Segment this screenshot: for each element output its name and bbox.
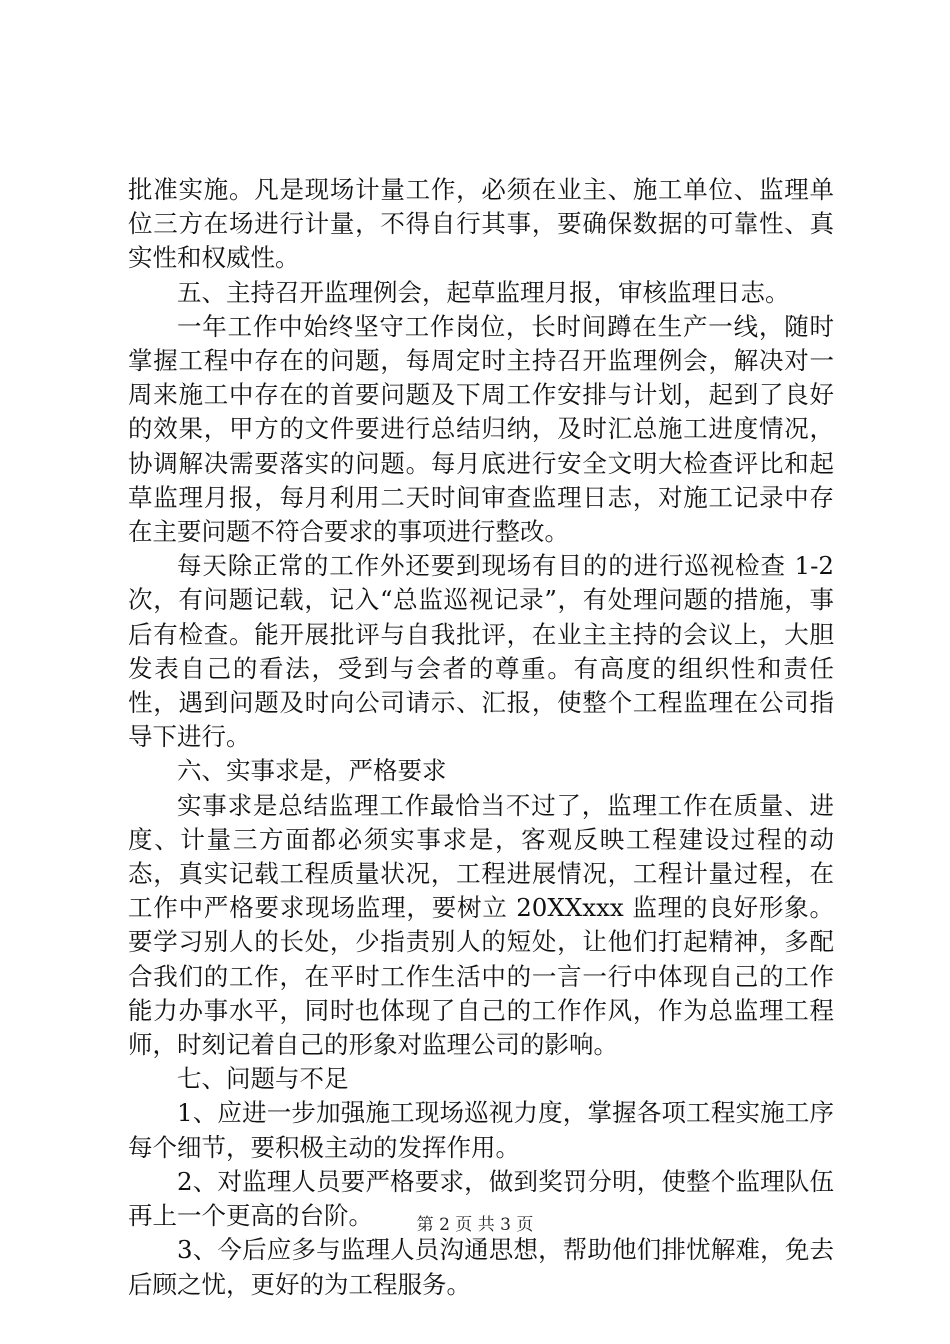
document-body — [128, 173, 834, 1302]
list-item: 2、对监理人员要严格要求，做到奖罚分明，使整个监理队伍再上一个更高的台阶。 — [128, 1166, 834, 1231]
page-number-footer: 第 2 页 共 3 页 — [416, 1215, 534, 1235]
paragraph-continuation: 批准实施。凡是现场计量工作，必须在业主、施工单位、监理单位三方在场进行计量，不得自行其事，要确保数据的可靠性、真实性和权威性。 — [128, 175, 834, 273]
paragraph: 实事求是总结监理工作最恰当不过了，监理工作在质量、进度、计量三方面都必须实事求是，客观反映工程建设过程的动态，真实记载工程质量状况，工程进展情况，工程计量过程，在工作中严格要求现场监理，要树立 20XXxxx 监理的良好形象。要学习别人的长处，少指责别人的短处，让他们打起精神，多配合我们的工作，在平时工作生活中的一言一行中体现自己的工作能力办事水平，同时也体现了自己的工作作风，作为总监理工程师，时刻记着自己的形象对监理公司的影响。 — [128, 790, 834, 1060]
list-item: 3、今后应多与监理人员沟通思想，帮助他们排忧解难，免去后顾之忧，更好的为工程服务。 — [128, 1235, 834, 1299]
list-item: 1、应进一步加强施工现场巡视力度，掌握各项工程实施工序每个细节，要积极主动的发挥作用。 — [128, 1098, 834, 1162]
section-heading-6: 六、实事求是，严格要求 — [177, 756, 447, 786]
section-heading-7: 七、问题与不足 — [177, 1064, 349, 1094]
paragraph: 每天除正常的工作外还要到现场有目的的进行巡视检查 1-2 次，有问题记载，记入“总监巡视记录”，有处理问题的措施，事后有检查。能开展批评与自我批评，在业主主持的会议上，大胆发表自己的看法，受到与会者的尊重。有高度的组织性和责任性，遇到问题及时向公司请示、汇报，使整个工程监理在公司指导下进行。 — [128, 551, 834, 752]
section-heading-5: 五、主持召开监理例会，起草监理月报，审核监理日志。 — [177, 277, 790, 307]
paragraph: 一年工作中始终坚守工作岗位，长时间蹲在生产一线，随时掌握工程中存在的问题，每周定时主持召开监理例会，解决对一周来施工中存在的首要问题及下周工作安排与计划，起到了良好的效果，甲方的文件要进行总结归纳，及时汇总施工进度情况，协调解决需要落实的问题。每月底进行安全文明大检查评比和起草监理月报，每月利用二天时间审查监理日志，对施工记录中存在主要问题不符合要求的事项进行整改。 — [128, 311, 834, 547]
